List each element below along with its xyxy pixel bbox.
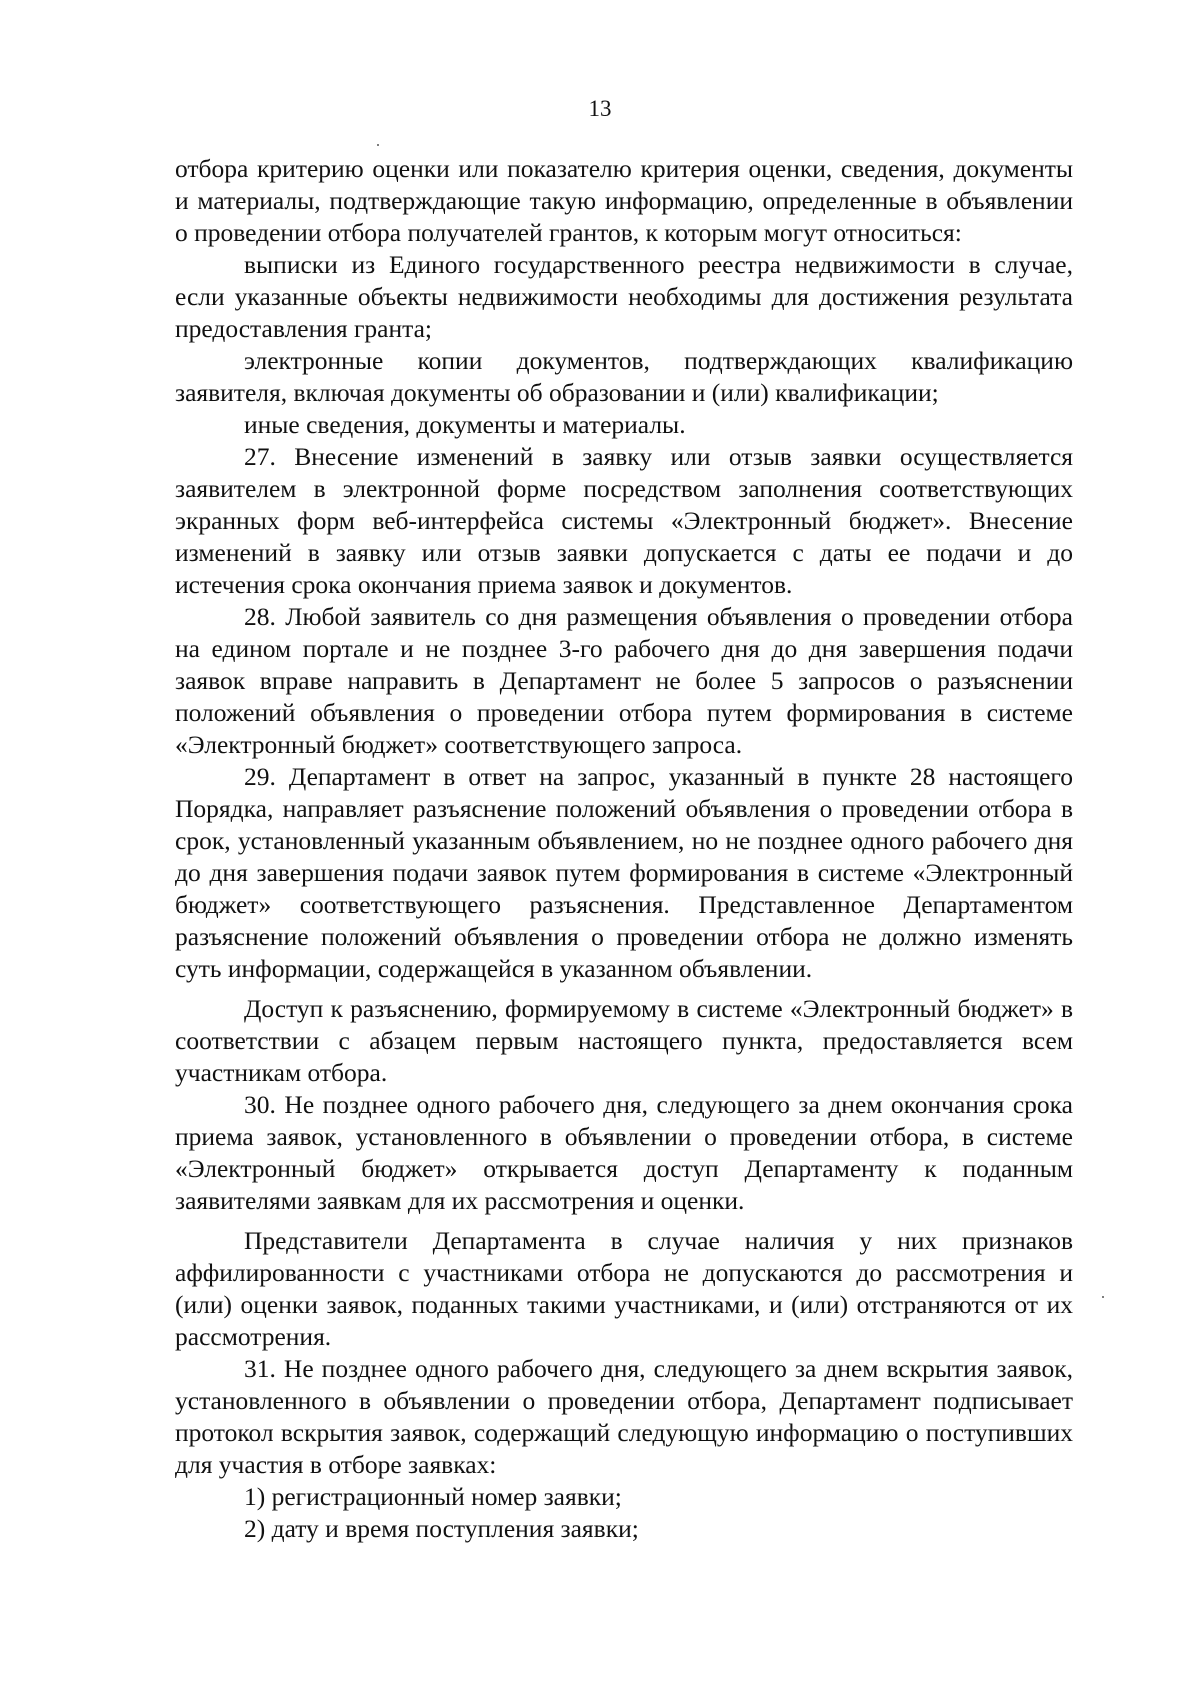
list-item-date-time: 2) дату и время поступления заявки; xyxy=(244,1514,639,1543)
list-item-registration-number: 1) регистрационный номер заявки; xyxy=(244,1482,622,1511)
scan-speck xyxy=(377,144,379,146)
paragraph-access-clarification: Доступ к разъяснению, формируемому в системе «Электронный бюджет» в соответствии с абзацем первым настоящего пункта, предоставляется всем участникам отбора. xyxy=(175,994,1073,1087)
scan-speck xyxy=(1102,1296,1104,1298)
paragraph-item-31: 31. Не позднее одного рабочего дня, следующего за днем вскрытия заявок, установленного в объявлении о проведении отбора, Департамент подписывает протокол вскрытия заявок, содержащий следующую информацию о поступивших для участия в отборе заявках: xyxy=(175,1354,1073,1479)
paragraph-electronic-copies: электронные копии документов, подтверждающих квалификацию заявителя, включая документы об образовании и (или) квалификации; xyxy=(175,346,1073,407)
paragraph-continuation: отбора критерию оценки или показателю критерия оценки, сведения, документы и материалы, подтверждающие такую информацию, определенные в объявлении о проведении отбора получателей грантов, к которым могут относиться: xyxy=(175,154,1073,247)
page-number: 13 xyxy=(588,96,612,121)
document-body xyxy=(175,153,1073,1545)
paragraph-item-29: 29. Департамент в ответ на запрос, указанный в пункте 28 настоящего Порядка, направляет разъяснение положений объявления о проведении отбора в срок, установленный указанным объявлением, но не позднее одного рабочего дня до дня завершения подачи заявок путем формирования в системе «Электронный бюджет» соответствующего разъяснения. Представленное Департаментом разъяснение положений объявления о проведении отбора не должно изменять суть информации, содержащейся в указанном объявлении. xyxy=(175,762,1073,983)
paragraph-egrn-extracts: выписки из Единого государственного реестра недвижимости в случае, если указанные объекты недвижимости необходимы для достижения результата предоставления гранта; xyxy=(175,250,1073,343)
paragraph-item-28: 28. Любой заявитель со дня размещения объявления о проведении отбора на едином портале и не позднее 3-го рабочего дня до дня завершения подачи заявок вправе направить в Департамент не более 5 запросов о разъяснении положений объявления о проведении отбора путем формирования в системе «Электронный бюджет» соответствующего запроса. xyxy=(175,602,1073,759)
paragraph-item-30: 30. Не позднее одного рабочего дня, следующего за днем окончания срока приема заявок, установленного в объявлении о проведении отбора, в системе «Электронный бюджет» открывается доступ Департаменту к поданным заявителями заявкам для их рассмотрения и оценки. xyxy=(175,1090,1073,1215)
paragraph-item-27: 27. Внесение изменений в заявку или отзыв заявки осуществляется заявителем в электронной форме посредством заполнения соответствующих экранных форм веб-интерфейса системы «Электронный бюджет». Внесение изменений в заявку или отзыв заявки допускается с даты ее подачи и до истечения срока окончания приема заявок и документов. xyxy=(175,442,1073,599)
paragraph-other-materials: иные сведения, документы и материалы. xyxy=(244,410,686,439)
paragraph-department-representatives: Представители Департамента в случае наличия у них признаков аффилированности с участниками отбора не допускаются до рассмотрения и (или) оценки заявок, поданных такими участниками, и (или) отстраняются от их рассмотрения. xyxy=(175,1226,1073,1351)
